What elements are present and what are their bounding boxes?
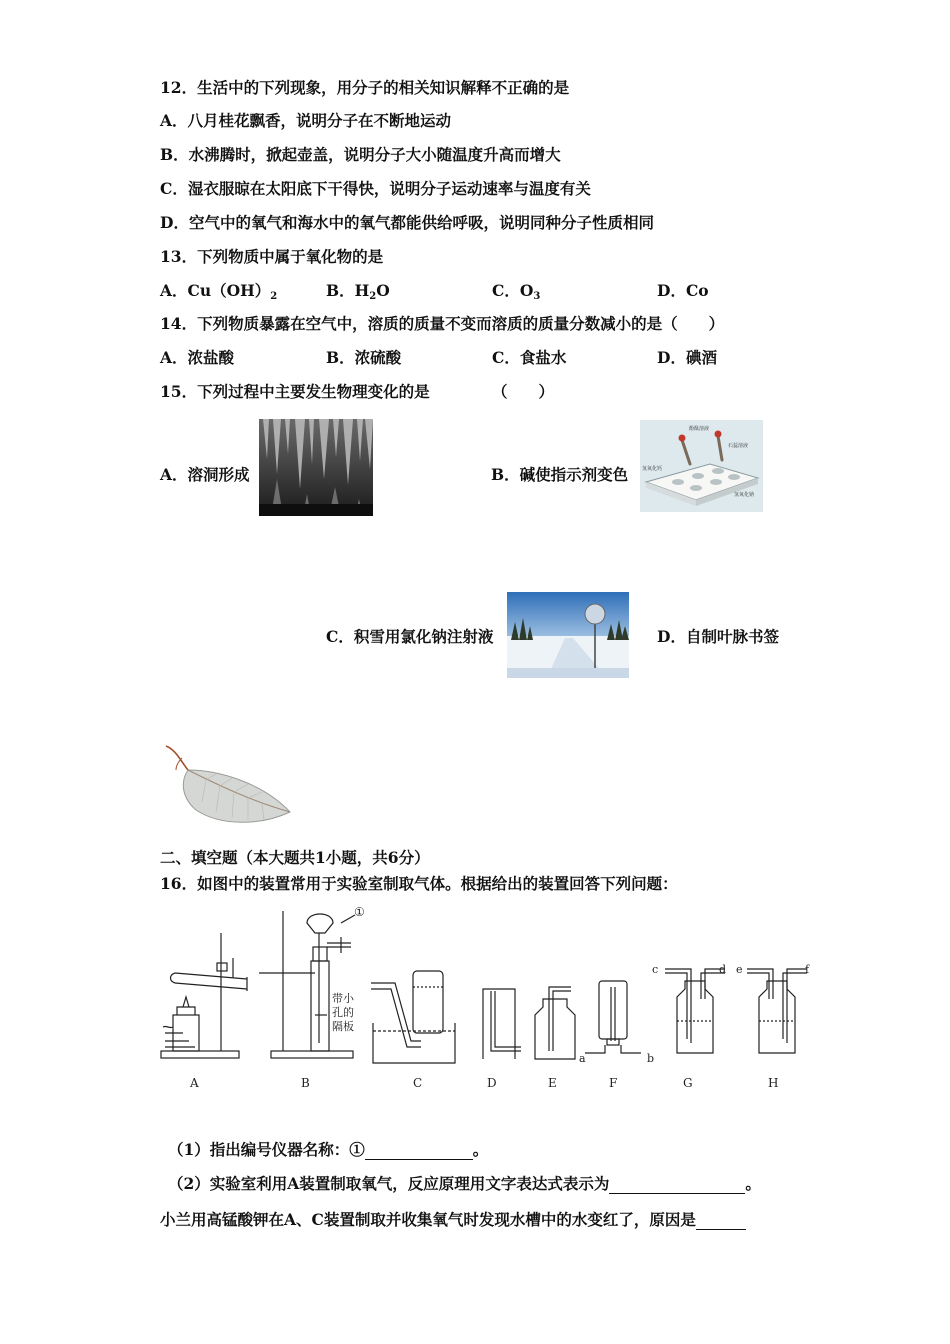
label-g: G — [683, 1076, 693, 1090]
q14-stem: 14．下列物质暴露在空气中，溶质的质量不变而溶质的质量分数减小的是（ ） — [160, 314, 725, 333]
q16-part-2: （2）实验室利用A装置制取氧气，反应原理用文字表达式表示为 。 — [168, 1174, 761, 1193]
port-c: c — [652, 963, 659, 976]
q12-option-d: D．空气中的氧气和海水中的氧气都能供给呼吸，说明同种分子性质相同 — [160, 213, 654, 232]
marker-1: ① — [354, 905, 365, 919]
port-d: d — [719, 963, 727, 976]
q13-stem: 13．下列物质中属于氧化物的是 — [160, 247, 384, 266]
q15-option-b: B．碱使指示剂变色 — [491, 465, 629, 484]
plate-label-1: 酚酞溶液 — [689, 426, 710, 432]
port-a: a — [579, 1052, 586, 1065]
q16-part-3: 小兰用高锰酸钾在A、C装置制取并收集氧气时发现水槽中的水变红了，原因是 — [160, 1210, 746, 1230]
label-c: C — [413, 1076, 423, 1090]
answer-blank-3[interactable] — [696, 1213, 746, 1230]
q15-option-c: C．积雪用氯化钠注射液 — [326, 627, 494, 646]
plate-label-3: 氢氧化钙 — [642, 466, 663, 472]
apparatus-b — [259, 911, 355, 1058]
label-b: B — [301, 1076, 310, 1090]
q16-stem: 16．如图中的装置常用于实验室制取气体。根据给出的装置回答下列问题： — [160, 874, 678, 893]
indicator-plate-image — [640, 420, 763, 512]
q15-stem: 15．下列过程中主要发生物理变化的是 — [160, 382, 430, 401]
answer-blank-2[interactable] — [609, 1177, 745, 1194]
q14-option-d: D．碘酒 — [657, 348, 717, 367]
q14-option-a: A．浓盐酸 — [160, 348, 235, 367]
apparatus-e — [535, 987, 575, 1059]
q13-option-a: A．$Cu(OH)_2$ — [160, 281, 278, 302]
answer-blank-1[interactable] — [365, 1143, 473, 1160]
q15-paren: （ ） — [492, 382, 555, 401]
label-h: H — [768, 1076, 779, 1090]
port-b: b — [647, 1052, 655, 1065]
q12-option-a: A．八月桂花飘香，说明分子在不断地运动 — [160, 111, 452, 130]
apparatus-diagram — [155, 903, 825, 1098]
label-f: F — [609, 1076, 618, 1090]
apparatus-f — [585, 981, 641, 1053]
port-f: f — [805, 963, 810, 976]
q13-option-b: B．$H_2O$ — [326, 281, 390, 302]
q12-stem: 12．生活中的下列现象，用分子的相关知识解释不正确的是 — [160, 78, 570, 97]
plate-label-4: 氢氧化钠 — [734, 492, 755, 498]
section-2-title: 二、填空题（本大题共1小题，共6分） — [160, 848, 430, 867]
q12-option-c: C．湿衣服晾在太阳底下干得快，说明分子运动速率与温度有关 — [160, 179, 591, 198]
q15-option-a: A．溶洞形成 — [160, 465, 250, 484]
apparatus-g — [665, 969, 725, 1053]
label-a: A — [190, 1076, 199, 1090]
q15-option-d: D．自制叶脉书签 — [657, 627, 779, 646]
port-e: e — [736, 963, 743, 976]
q12-option-b: B．水沸腾时，掀起壶盖，说明分子大小随温度升高而增大 — [160, 145, 561, 164]
label-e: E — [548, 1076, 557, 1090]
apparatus-d — [483, 989, 521, 1059]
label-d: D — [487, 1076, 497, 1090]
apparatus-c — [371, 971, 455, 1063]
plate-label-2: 石蕊溶液 — [728, 443, 749, 449]
apparatus-a — [161, 933, 247, 1058]
cave-photo — [259, 419, 373, 516]
q14-option-b: B．浓硫酸 — [326, 348, 402, 367]
leaf-vein-image — [160, 740, 295, 835]
snow-road-photo — [507, 592, 629, 678]
apparatus-h — [747, 969, 807, 1053]
q13-option-c: C．$O_3$ — [492, 281, 541, 302]
q13-option-d: D．Co — [657, 281, 709, 300]
q14-option-c: C．食盐水 — [492, 348, 567, 367]
plate-label: 带小孔的隔板 — [332, 992, 354, 1033]
q16-part-1: （1）指出编号仪器名称：① 。 — [168, 1140, 489, 1159]
